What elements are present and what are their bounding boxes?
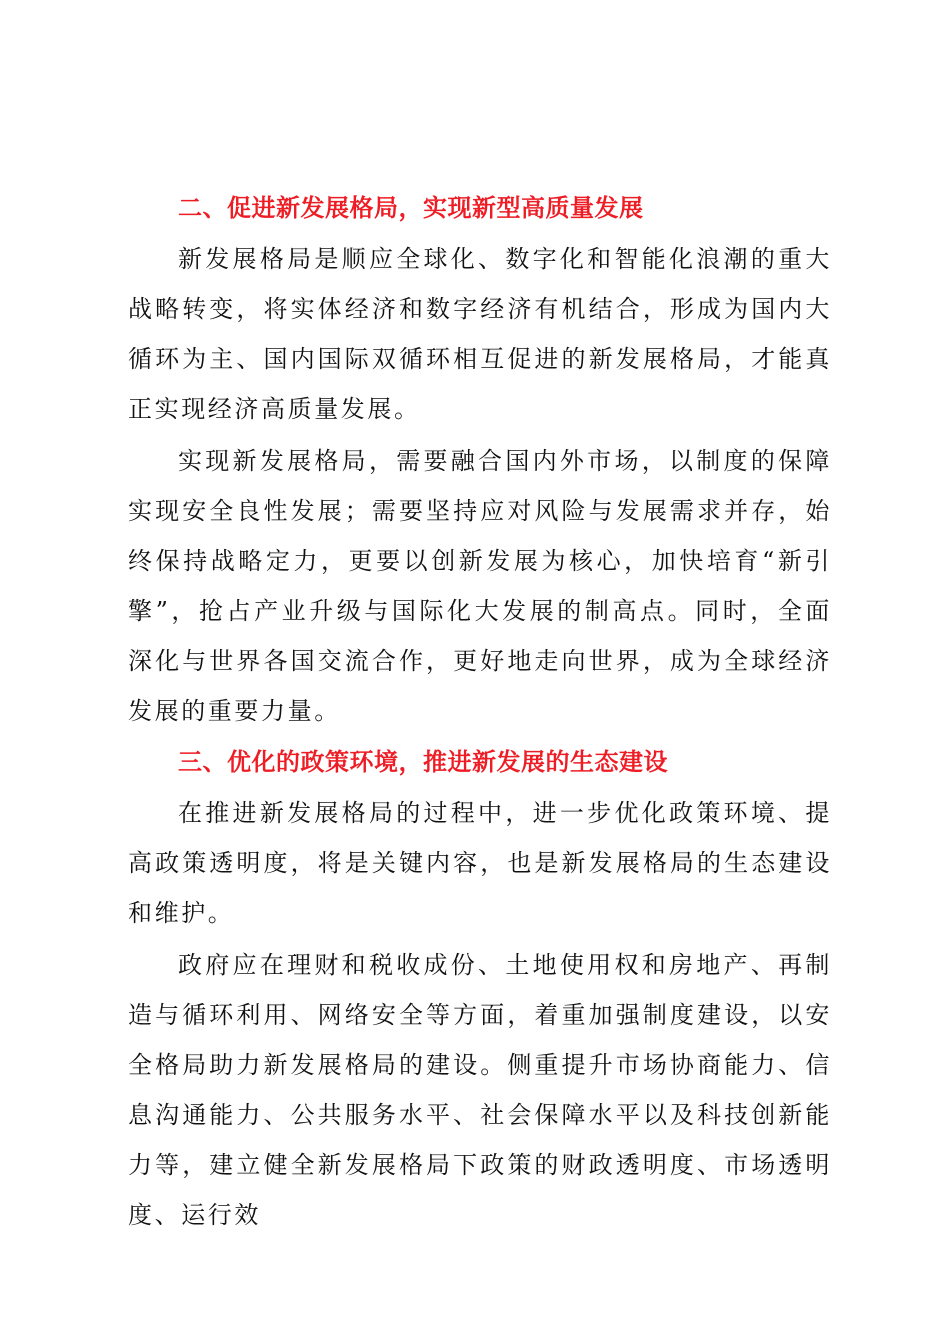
paragraph-new-pattern-definition: 新发展格局是顺应全球化、数字化和智能化浪潮的重大战略转变，将实体经济和数字经济有机结合，形成为国内大循环为主、国内国际双循环相互促进的新发展格局，才能真正实现经济高质量发展。: [128, 245, 832, 423]
section-heading-policy-environment: 三、优化的政策环境，推进新发展的生态建设: [178, 748, 668, 776]
paragraph-policy-transparency: 在推进新发展格局的过程中，进一步优化政策环境、提高政策透明度，将是关键内容，也是新发展格局的生态建设和维护。: [128, 799, 832, 927]
paragraph-government-institutions: 政府应在理财和税收成份、土地使用权和房地产、再制造与循环利用、网络安全等方面，着重加强制度建设，以安全格局助力新发展格局的建设。侧重提升市场协商能力、信息沟通能力、公共服务水平、社会保障水平以及科技创新能力等，建立健全新发展格局下政策的财政透明度、市场透明度、运行效: [128, 951, 832, 1229]
document-body: [128, 184, 832, 1240]
section-heading-development-pattern: 二、促进新发展格局，实现新型高质量发展: [178, 194, 644, 222]
paragraph-achieving-new-pattern: 实现新发展格局，需要融合国内外市场，以制度的保障实现安全良性发展；需要坚持应对风险与发展需求并存，始终保持战略定力，更要以创新发展为核心，加快培育“新引擎”，抢占产业升级与国际化大发展的制高点。同时，全面深化与世界各国交流合作，更好地走向世界，成为全球经济发展的重要力量。: [128, 447, 832, 725]
